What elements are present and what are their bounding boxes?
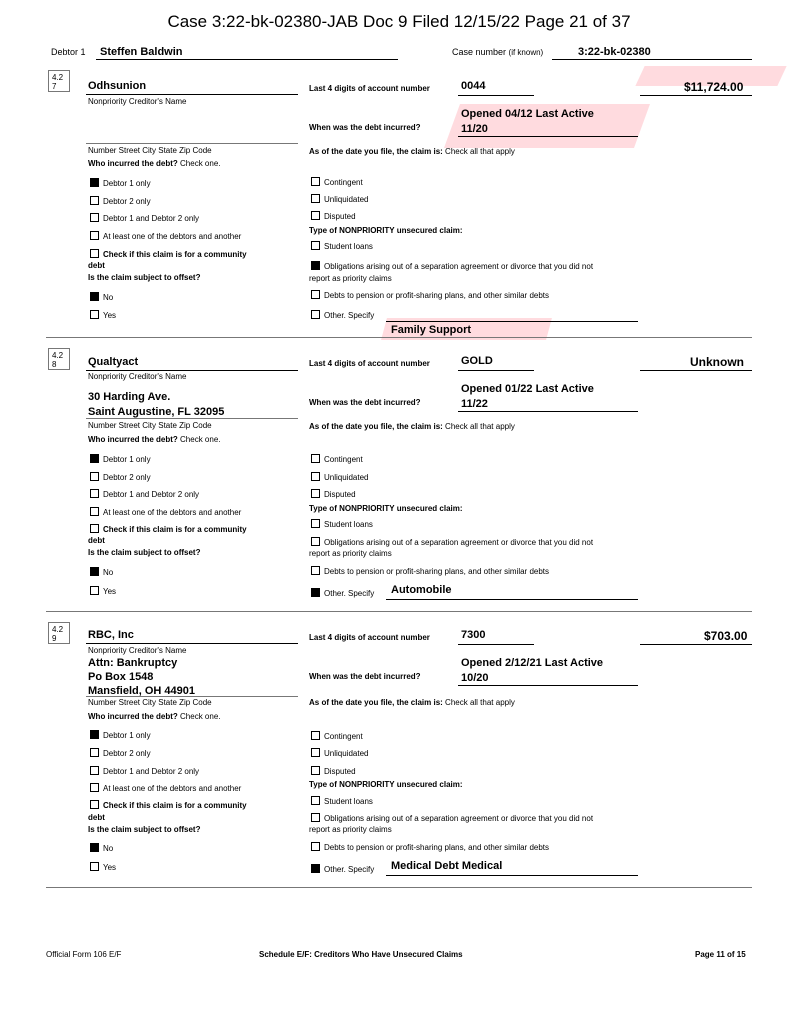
- debtor2-only-checkbox[interactable]: Debtor 2 only: [90, 748, 151, 758]
- unliquidated-checkbox[interactable]: Unliquidated: [311, 194, 368, 204]
- offset-label: Is the claim subject to offset?: [88, 825, 201, 834]
- case-header: Case 3:22-bk-02380-JAB Doc 9 Filed 12/15/22 Page 21 of 37: [167, 12, 631, 31]
- obligations-label: report as priority claims: [309, 549, 392, 558]
- offset-label: Is the claim subject to offset?: [88, 273, 201, 282]
- community-debt-checkbox[interactable]: Check if this claim is for a community: [90, 249, 247, 259]
- contingent-checkbox[interactable]: Contingent: [311, 731, 363, 741]
- other-specify-checkbox[interactable]: Other. Specify: [311, 864, 374, 874]
- last4-value: GOLD: [461, 355, 493, 367]
- other-specify-value: Family Support: [391, 324, 472, 336]
- footer-form-name: Official Form 106 E/F: [46, 950, 122, 959]
- other-specify-value: Automobile: [391, 584, 452, 596]
- creditor-name: Odhsunion: [88, 80, 147, 92]
- debtor1and2-checkbox[interactable]: Debtor 1 and Debtor 2 only: [90, 489, 199, 499]
- debtor1and2-checkbox[interactable]: Debtor 1 and Debtor 2 only: [90, 766, 199, 776]
- creditor-name: Qualtyact: [88, 356, 139, 368]
- student-loans-checkbox[interactable]: Student loans: [311, 519, 373, 529]
- offset-no-checkbox[interactable]: No: [90, 843, 113, 853]
- offset-label: Is the claim subject to offset?: [88, 548, 201, 557]
- atleast-one-checkbox[interactable]: At least one of the debtors and another: [90, 783, 241, 793]
- address-caption: Number Street City State Zip Code: [88, 698, 212, 707]
- contingent-checkbox[interactable]: Contingent: [311, 177, 363, 187]
- case-number: 3:22-bk-02380: [578, 46, 651, 58]
- creditor-name-caption: Nonpriority Creditor's Name: [88, 97, 187, 106]
- footer-page: Page 11 of 15: [695, 950, 746, 959]
- debtor2-only-checkbox[interactable]: Debtor 2 only: [90, 472, 151, 482]
- disputed-checkbox[interactable]: Disputed: [311, 211, 356, 221]
- student-loans-checkbox[interactable]: Student loans: [311, 796, 373, 806]
- offset-no-checkbox[interactable]: No: [90, 292, 113, 302]
- claim-amount: Unknown: [690, 355, 744, 369]
- footer-title: Schedule E/F: Creditors Who Have Unsecured Claims: [259, 950, 463, 959]
- creditor-name-caption: Nonpriority Creditor's Name: [88, 646, 187, 655]
- offset-no-checkbox[interactable]: No: [90, 567, 113, 577]
- incurred-value: Opened 04/12 Last Active 11/20: [461, 108, 594, 135]
- pension-checkbox[interactable]: Debts to pension or profit-sharing plans, and other similar debts: [311, 566, 549, 576]
- last4-label: Last 4 digits of account number: [309, 84, 430, 93]
- offset-yes-checkbox[interactable]: Yes: [90, 310, 116, 320]
- other-specify-checkbox[interactable]: Other. Specify: [311, 588, 374, 598]
- case-number-label: Case number (if known): [452, 47, 544, 57]
- incurred-value: Opened 01/22 Last Active 11/22: [461, 383, 594, 410]
- entry-number: 4.2 8: [48, 348, 70, 370]
- offset-yes-checkbox[interactable]: Yes: [90, 862, 116, 872]
- contingent-checkbox[interactable]: Contingent: [311, 454, 363, 464]
- obligations-label: report as priority claims: [309, 825, 392, 834]
- debtor1and2-checkbox[interactable]: Debtor 1 and Debtor 2 only: [90, 213, 199, 223]
- entry-number: 4.2 7: [48, 70, 70, 92]
- address-caption: Number Street City State Zip Code: [88, 421, 212, 430]
- creditor-name: RBC, Inc: [88, 629, 134, 641]
- when-incurred-label: When was the debt incurred?: [309, 672, 421, 681]
- community-debt-label: debt: [88, 261, 105, 270]
- creditor-address: 30 Harding Ave. Saint Augustine, FL 32095: [88, 391, 225, 418]
- who-incurred-label: Who incurred the debt? Check one.: [88, 435, 221, 444]
- last4-label: Last 4 digits of account number: [309, 633, 430, 642]
- community-debt-label: debt: [88, 813, 105, 822]
- pension-checkbox[interactable]: Debts to pension or profit-sharing plans, and other similar debts: [311, 290, 549, 300]
- obligations-checkbox[interactable]: Obligations arising out of a separation agreement or divorce that you did not: [311, 813, 593, 823]
- debtor1-only-checkbox[interactable]: Debtor 1 only: [90, 178, 151, 188]
- other-specify-checkbox[interactable]: Other. Specify: [311, 310, 374, 320]
- debtor2-only-checkbox[interactable]: Debtor 2 only: [90, 196, 151, 206]
- disputed-checkbox[interactable]: Disputed: [311, 489, 356, 499]
- entry-number: 4.2 9: [48, 622, 70, 644]
- obligations-checkbox[interactable]: Obligations arising out of a separation agreement or divorce that you did not: [311, 537, 593, 547]
- address-caption: Number Street City State Zip Code: [88, 146, 212, 155]
- claim-amount: $703.00: [704, 629, 748, 643]
- last4-label: Last 4 digits of account number: [309, 359, 430, 368]
- who-incurred-label: Who incurred the debt? Check one.: [88, 159, 221, 168]
- last4-value: 7300: [461, 629, 486, 641]
- atleast-one-checkbox[interactable]: At least one of the debtors and another: [90, 507, 241, 517]
- unliquidated-checkbox[interactable]: Unliquidated: [311, 748, 368, 758]
- when-incurred-label: When was the debt incurred?: [309, 123, 421, 132]
- as-of-label: As of the date you file, the claim is: Check all that apply: [309, 698, 515, 707]
- claim-amount: $11,724.00: [684, 80, 744, 94]
- student-loans-checkbox[interactable]: Student loans: [311, 241, 373, 251]
- debtor-label: Debtor 1: [51, 47, 86, 57]
- atleast-one-checkbox[interactable]: At least one of the debtors and another: [90, 231, 241, 241]
- as-of-label: As of the date you file, the claim is: Check all that apply: [309, 147, 515, 156]
- incurred-value: Opened 2/12/21 Last Active 10/20: [461, 657, 604, 684]
- other-specify-value: Medical Debt Medical: [391, 860, 503, 872]
- claim-type-heading: Type of NONPRIORITY unsecured claim:: [309, 226, 463, 235]
- claim-type-heading: Type of NONPRIORITY unsecured claim:: [309, 504, 463, 513]
- debtor-name: Steffen Baldwin: [100, 46, 183, 58]
- obligations-label: report as priority claims: [309, 274, 392, 283]
- unliquidated-checkbox[interactable]: Unliquidated: [311, 472, 368, 482]
- disputed-checkbox[interactable]: Disputed: [311, 766, 356, 776]
- pension-checkbox[interactable]: Debts to pension or profit-sharing plans, and other similar debts: [311, 842, 549, 852]
- as-of-label: As of the date you file, the claim is: Check all that apply: [309, 422, 515, 431]
- claim-type-heading: Type of NONPRIORITY unsecured claim:: [309, 780, 463, 789]
- debtor1-only-checkbox[interactable]: Debtor 1 only: [90, 454, 151, 464]
- last4-value: 0044: [461, 80, 486, 92]
- who-incurred-label: Who incurred the debt? Check one.: [88, 712, 221, 721]
- community-debt-checkbox[interactable]: Check if this claim is for a community: [90, 524, 247, 534]
- community-debt-label: debt: [88, 536, 105, 545]
- debtor1-only-checkbox[interactable]: Debtor 1 only: [90, 730, 151, 740]
- creditor-address: Attn: Bankruptcy Po Box 1548 Mansfield, OH 44901: [88, 657, 195, 697]
- obligations-checkbox[interactable]: Obligations arising out of a separation agreement or divorce that you did not: [311, 261, 593, 271]
- offset-yes-checkbox[interactable]: Yes: [90, 586, 116, 596]
- community-debt-checkbox[interactable]: Check if this claim is for a community: [90, 800, 247, 810]
- creditor-name-caption: Nonpriority Creditor's Name: [88, 372, 187, 381]
- when-incurred-label: When was the debt incurred?: [309, 398, 421, 407]
